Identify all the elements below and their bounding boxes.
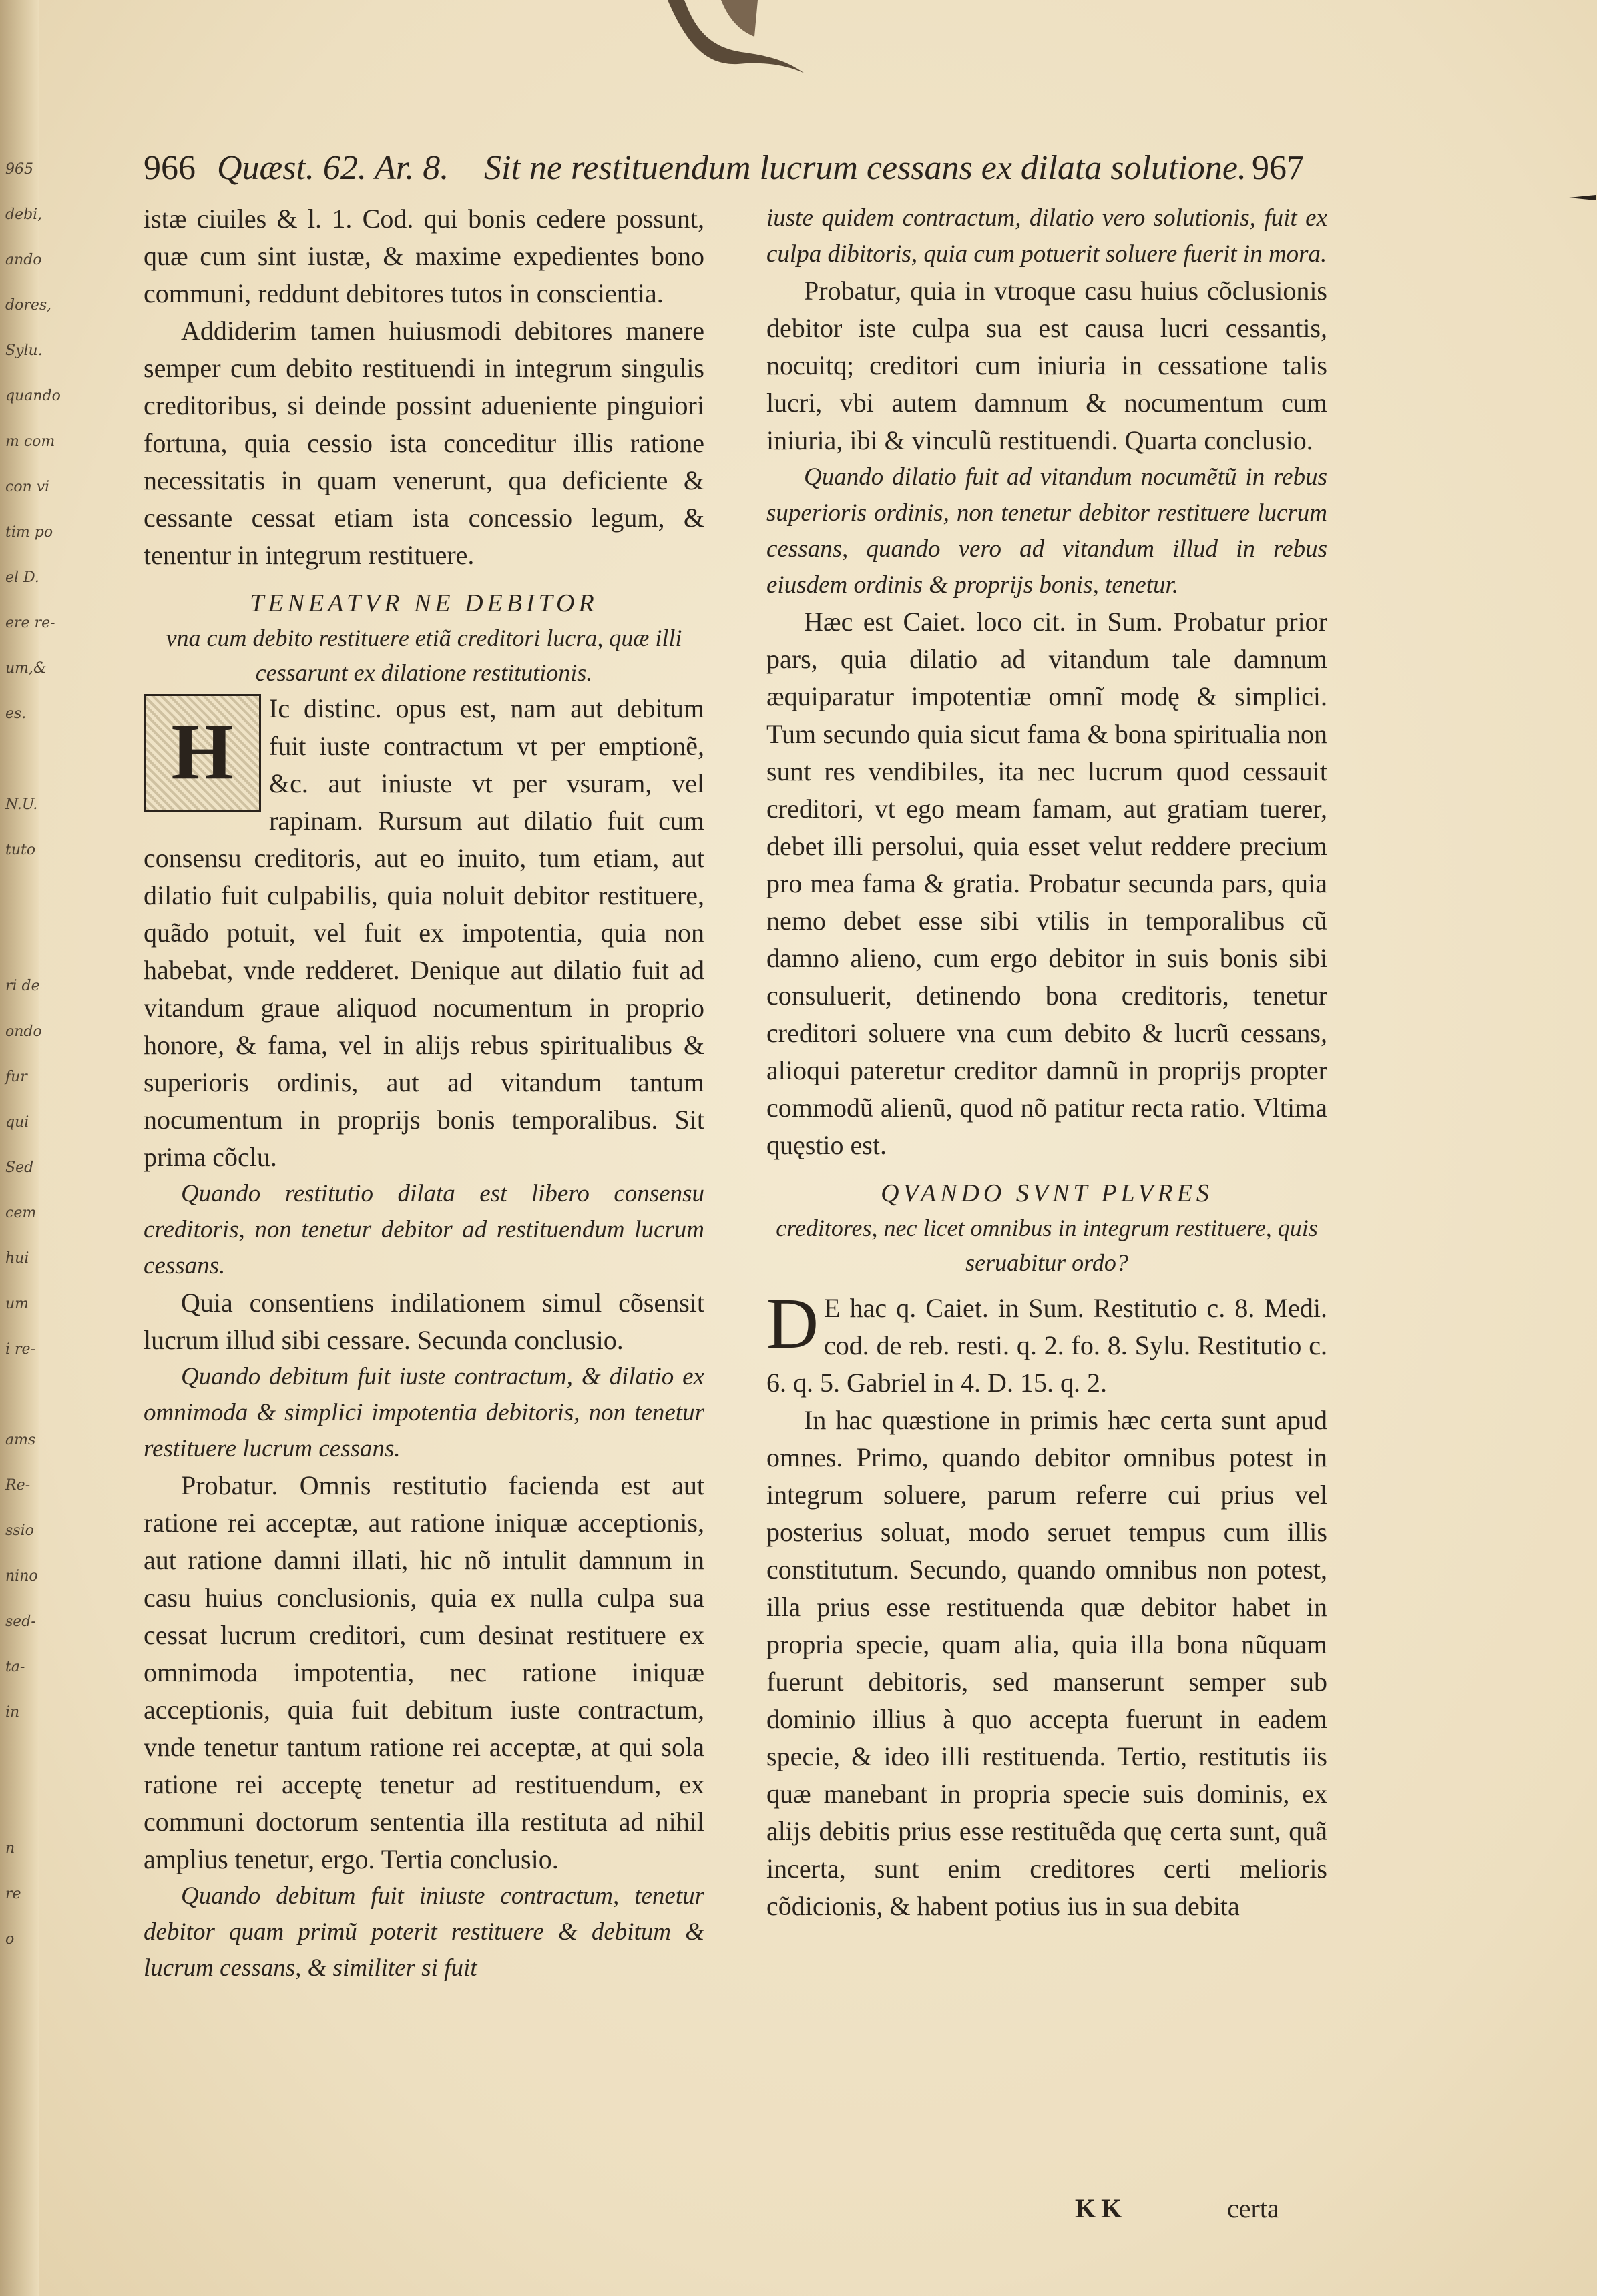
margin-fragment: o: [5, 1931, 15, 1948]
margin-fragment: hui: [5, 1250, 29, 1267]
margin-fragment: um,&: [5, 660, 47, 677]
paragraph-with-initial: [766, 1284, 1327, 1402]
decorated-initial: [144, 694, 261, 812]
margin-mark-icon: [1569, 194, 1596, 202]
paragraph: Quia consentiens indilationem simul cõsensit lucrum illud sibi cessare. Secunda conclusio.: [144, 1287, 704, 1355]
left-running-head: Quæst. 62. Ar. 8.: [217, 149, 449, 187]
margin-fragment: cem: [5, 1205, 37, 1221]
margin-fragment: i re-: [5, 1341, 35, 1358]
section-heading: [144, 586, 704, 690]
paragraph: Hæc est Caiet. loco cit. in Sum. Probatur prior pars, quia dilatio ad vitandum tale damnum æquiparatur impotentiæ omnĩ modę & simplici. Tum secundo quia sicut fama & bona spiritualia non sunt res vendibiles, ita nec lucrum quod cessauit creditori, vt ego meam famam, aut gratiam tuerer, debet illi persolui, quia esset velut reddere precium pro mea fama & gratia. Probatur secunda pars, quia nemo debet esse sibi vtilis in temporalibus cũ damno alieno, cum ergo debitor in suis bonis sibi consuluerit, detinendo bona creditoris, tenetur creditori soluere vna cum debito & lucrũ cessans, alioqui pateretur creditor damnũ in proprijs propter commodũ alienũ, quod nõ patitur recta ratio. Vltima quęstio est.: [766, 607, 1327, 1160]
paragraph-text: Ic distinc. opus est, nam aut debitum fuit iuste contractum vt per emptionẽ, &c. aut iniuste vt per vsuram, vel rapinam. Rursum aut dilatio fuit cum consensu creditoris, aut eo inuito, tum etiam, aut dilatio fuit culpabilis, quia noluit debitor restituere, quãdo potuit, vel fuit ex impotentia, quia non habebat, vnde redderet. Denique aut dilatio fuit ad vitandum graue aliquod nocumentum in proprio honore, & fama, vel in alijs rebus spiritualibus & superioris ordinis, aut ad vitandum tantum nocumentum in proprijs bonis temporalibus. Sit prima cõclu.: [144, 693, 704, 1172]
paragraph-text: E hac q. Caiet. in Sum. Restitutio c. 8. Medi. cod. de reb. resti. q. 2. fo. 8. Sylu. Restitutio c. 6. q. 5. Gabriel in 4. D. 15. q. 2.: [766, 1293, 1327, 1398]
section-heading-caps: QVANDO SVNT PLVRES: [881, 1179, 1213, 1207]
paragraph-with-initial: [144, 690, 704, 1176]
margin-fragment: [5, 737, 39, 782]
margin-fragment: es.: [5, 705, 27, 722]
margin-fragment: N.U.: [5, 796, 38, 813]
right-column: [766, 200, 1327, 2136]
margin-fragment: Re-: [5, 1477, 31, 1494]
margin-fragment: Sed: [5, 1159, 34, 1176]
margin-fragment: ondo: [5, 1023, 42, 1040]
paragraph: Probatur, quia in vtroque casu huius cõclusionis debitor iste culpa sua est causa lucri cessantis, nocuitq; creditori cum iniuria in cessatione talis lucri, vbi autem damnum & nocumentum cum iniuria, ibi & vinculũ restituendi. Quarta conclusio.: [766, 276, 1327, 455]
conclusion-statement: Quando dilatio fuit ad vitandum nocumẽtũ in rebus superioris ordinis, non tenetur debitor restituere lucrum cessans, quando vero ad vitandum illud in rebus eiusdem ordinis & proprijs bonis, tenetur.: [766, 463, 1327, 599]
signature-mark: KK: [1075, 2193, 1128, 2223]
margin-fragment: nino: [5, 1568, 38, 1585]
conclusion-continued: iuste quidem contractum, dilatio vero solutionis, fuit ex culpa dibitoris, quia cum potuerit soluere fuerit in mora.: [766, 204, 1327, 268]
initial-letter: D: [766, 1284, 819, 1364]
margin-fragment: n: [5, 1840, 15, 1857]
section-heading-text: vna cum debito restituere etiã creditori lucra, quæ illi cessarunt ex dilatione restitutionis.: [166, 625, 682, 686]
margin-fragment: [5, 1735, 39, 1781]
section-heading-caps: TENEATVR NE DEBITOR: [250, 589, 598, 617]
paragraph: Probatur. Omnis restitutio facienda est aut ratione rei acceptæ, aut ratione iniquæ acceptionis, aut ratione damni illati, hic nõ intulit damnum in casu huius conclusionis, quia ex nulla culpa sua cessat lucrum creditori, cum desinat restituere ex omnimoda impotentia, nec ratione iniquæ acceptionis, quia fuit debitum iuste contractum, vnde tenetur tantum ratione rei acceptæ, at qui sola ratione rei acceptę tenetur ad restituendum, ex communi doctorum sententia illa restituta ad nihil amplius tenetur, ergo. Tertia conclusio.: [144, 1470, 704, 1874]
margin-fragment: ams: [5, 1432, 36, 1448]
margin-fragment: ssio: [5, 1522, 34, 1539]
margin-fragment: dores,: [5, 297, 52, 314]
paragraph: Addiderim tamen huiusmodi debitores manere semper cum debito restituendi in integrum singulis creditoribus, si deinde possint adueniente pinguiori fortuna, quia cessio ista conceditur illis ratione necessitatis in quam venerunt, qua deficiente & cessante cessat etiam ista concessio legum, & tenentur in integrum restituere.: [144, 316, 704, 570]
margin-fragment: qui: [5, 1114, 29, 1131]
margin-fragment: re: [5, 1886, 21, 1902]
margin-fragment: [5, 873, 39, 918]
margin-fragment: [5, 1372, 39, 1418]
paragraph: In hac quæstione in primis hæc certa sunt apud omnes. Primo, quando debitor omnibus potest in integrum soluere, parum referre cui prius vel posterius soluat, modo seruet tempus cum illis constitutum. Secundo, quando omnibus non potest, illa prius esse restituenda quæ debitor habet in propria specie, quam alia, quia illa bona nũquam fuerunt debitoris, sed manserunt semper sub dominio illius à quo accepta fuerunt in eadem specie, & ideo illi restituenda. Tertio, restitutis iis quæ manebant in propria specie suis dominis, ex alijs debitis prius esse restituẽda quę certa sunt, quã incerta, sunt enim creditores certi melioris cõdicionis, & habent potius ius in sua debita: [766, 1405, 1327, 1921]
left-column: [144, 200, 704, 2136]
running-title: Sit ne restituendum lucrum cessans ex dilata solutione.: [484, 149, 1246, 187]
conclusion-statement: Quando restitutio dilata est libero consensu creditoris, non tenetur debitor ad restituendum lucrum cessans.: [144, 1180, 704, 1279]
conclusion-statement: Quando debitum fuit iniuste contractum, tenetur debitor quam primũ poterit restituere & debitum & lucrum cessans, & similiter si fuit: [144, 1882, 704, 1982]
margin-fragment: ta-: [5, 1659, 25, 1675]
left-page-number: 966: [144, 149, 196, 187]
section-heading-text: creditores, nec licet omnibus in integrum restituere, quis seruabitur ordo?: [776, 1215, 1318, 1276]
margin-fragment: fur: [5, 1069, 27, 1085]
margin-fragment: ando: [5, 252, 42, 268]
margin-fragment: Sylu.: [5, 342, 43, 359]
margin-fragment: sed-: [5, 1613, 36, 1630]
margin-fragment: m com: [5, 433, 55, 450]
conclusion-statement: Quando debitum fuit iuste contractum, & dilatio ex omnimoda & simplici impotentia debitoris, non tenetur restituere lucrum cessans.: [144, 1363, 704, 1462]
catchword: certa: [1227, 2193, 1279, 2223]
initial-letter: H: [171, 707, 234, 796]
margin-fragment: tim po: [5, 524, 53, 541]
margin-fragment: [5, 1781, 39, 1826]
facing-page-fragments: [5, 147, 61, 1948]
margin-fragment: ere re-: [5, 615, 55, 631]
margin-fragment: tuto: [5, 842, 36, 858]
running-header: [144, 148, 1312, 202]
margin-fragment: quando: [5, 388, 61, 404]
section-heading: [766, 1176, 1327, 1280]
right-page-number: 967: [1252, 149, 1304, 187]
margin-fragment: debi,: [5, 206, 43, 223]
margin-fragment: el D.: [5, 569, 39, 586]
margin-fragment: um: [5, 1296, 29, 1312]
margin-fragment: 965: [5, 161, 33, 178]
margin-fragment: [5, 918, 39, 964]
margin-fragment: in: [5, 1704, 20, 1721]
margin-fragment: ri de: [5, 978, 40, 994]
paragraph: istæ ciuiles & l. 1. Cod. qui bonis cedere possunt, quæ cum sint iustæ, & maxime expedientes bono communi, reddunt debitores tutos in conscientia.: [144, 204, 704, 308]
bookmark-ribbon-icon: [621, 0, 821, 80]
margin-fragment: con vi: [5, 479, 50, 495]
